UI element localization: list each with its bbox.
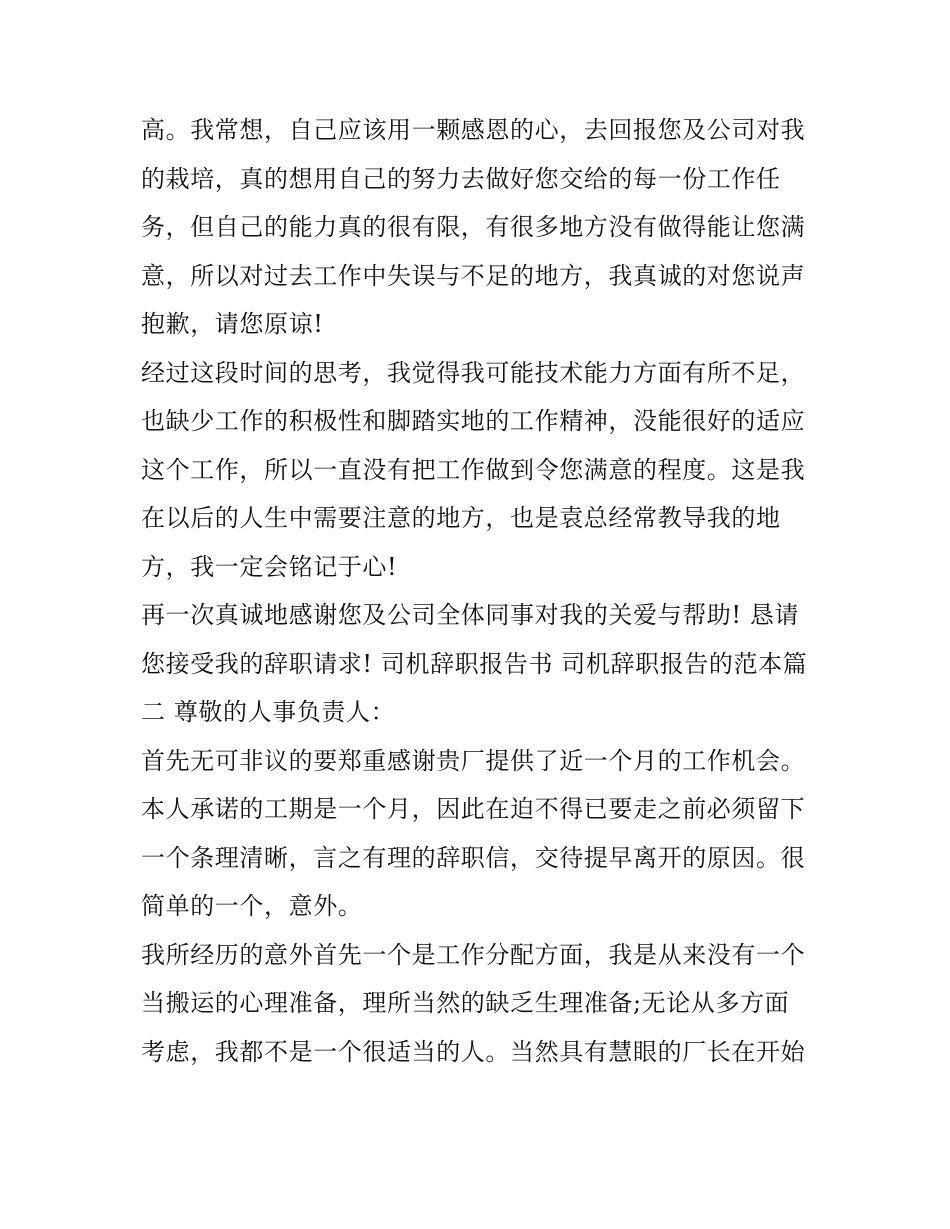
body-text bbox=[141, 106, 821, 1076]
text-line: 您接受我的辞职请求! 司机辞职报告书 司机辞职报告的范本篇 bbox=[141, 649, 808, 678]
text-line: 也缺少工作的积极性和脚踏实地的工作精神，没能很好的适应 bbox=[141, 407, 806, 435]
text-line: 我所经历的意外首先一个是工作分配方面，我是从来没有一个 bbox=[141, 940, 806, 969]
text-line: 这个工作，所以一直没有把工作做到令您满意的程度。这是我 bbox=[141, 455, 806, 484]
text-line: 务，但自己的能力真的很有限，有很多地方没有做得能让您满 bbox=[141, 213, 806, 241]
text-line: 一个条理清晰，言之有理的辞职信，交待提早离开的原因。很 bbox=[141, 843, 806, 872]
text-line: 本人承诺的工期是一个月，因此在迫不得已要走之前必须留下 bbox=[141, 795, 806, 823]
text-line: 当搬运的心理准备，理所当然的缺乏生理准备;无论从多方面 bbox=[141, 989, 790, 1017]
text-line: 意，所以对过去工作中失误与不足的地方，我真诚的对您说声 bbox=[141, 261, 806, 290]
text-line: 抱歉，请您原谅! bbox=[141, 310, 324, 338]
text-line: 在以后的人生中需要注意的地方，也是袁总经常教导我的地 bbox=[141, 504, 781, 532]
text-line: 首先无可非议的要郑重感谢贵厂提供了近一个月的工作机会。 bbox=[141, 746, 806, 775]
text-line: 方，我一定会铭记于心! bbox=[141, 552, 398, 581]
text-line: 再一次真诚地感谢您及公司全体同事对我的关爱与帮助! 恳请 bbox=[141, 601, 800, 629]
text-line: 考虑，我都不是一个很适当的人。当然具有慧眼的厂长在开始 bbox=[141, 1037, 806, 1066]
text-line: 简单的一个，意外。 bbox=[141, 892, 363, 920]
text-line: 经过这段时间的思考，我觉得我可能技术能力方面有所不足， bbox=[141, 358, 806, 387]
text-line: 二 尊敬的人事负责人： bbox=[141, 698, 396, 726]
text-line: 高。我常想，自己应该用一颗感恩的心，去回报您及公司对我 bbox=[141, 116, 806, 144]
text-line: 的栽培，真的想用自己的努力去做好您交给的每一份工作任 bbox=[141, 164, 781, 193]
